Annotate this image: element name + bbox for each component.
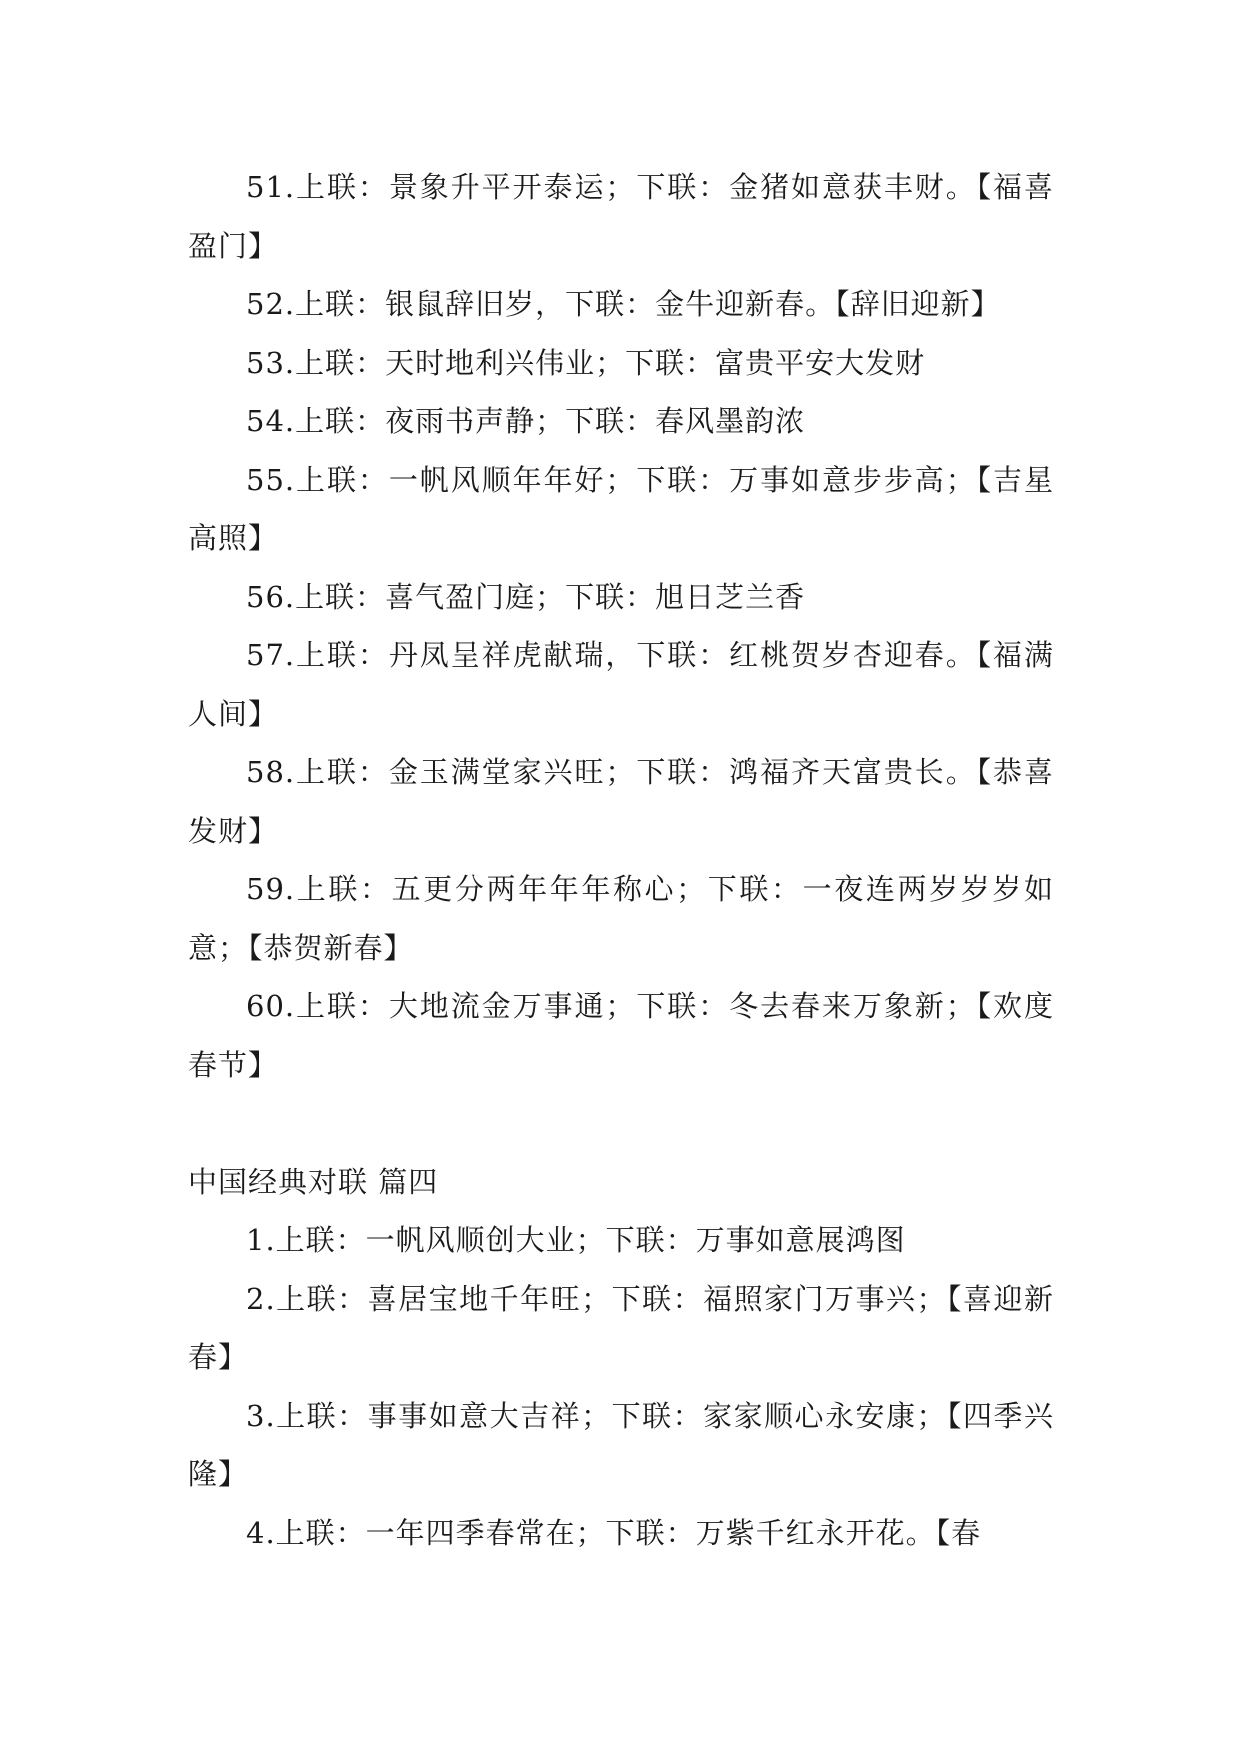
couplet-item-58: 58.上联：金玉满堂家兴旺；下联：鸿福齐天富贵长。【恭喜发财】: [188, 755, 1054, 848]
couplet-item-1: 1.上联：一帆风顺创大业；下联：万事如意展鸿图: [246, 1223, 906, 1257]
couplet-item-53: 53.上联：天时地利兴伟业；下联：富贵平安大发财: [246, 345, 926, 380]
couplet-item-55: 55.上联：一帆风顺年年好；下联：万事如意步步高；【吉星高照】: [188, 462, 1054, 555]
section-spacer: [188, 1094, 1054, 1153]
couplet-item-54: 54.上联：夜雨书声静；下联：春风墨韵浓: [246, 404, 806, 438]
couplet-item-59: 59.上联：五更分两年年年称心；下联：一夜连两岁岁岁如意；【恭贺新春】: [188, 872, 1054, 965]
section-heading: 中国经典对联 篇四: [188, 1164, 439, 1199]
couplet-item-56: 56.上联：喜气盈门庭；下联：旭日芝兰香: [246, 579, 806, 614]
couplet-item-51: 51.上联：景象升平开泰运；下联：金猪如意获丰财。【福喜盈门】: [188, 170, 1054, 263]
couplet-item-57: 57.上联：丹凤呈祥虎献瑞，下联：红桃贺岁杏迎春。【福满人间】: [188, 638, 1054, 731]
document-body: [188, 158, 1054, 1562]
couplet-item-2: 2.上联：喜居宝地千年旺；下联：福照家门万事兴；【喜迎新春】: [188, 1281, 1054, 1374]
couplet-item-4: 4.上联：一年四季春常在；下联：万紫千红永开花。【春: [246, 1515, 982, 1550]
couplet-item-52: 52.上联：银鼠辞旧岁，下联：金牛迎新春。【辞旧迎新】: [246, 287, 1001, 321]
couplet-item-3: 3.上联：事事如意大吉祥；下联：家家顺心永安康；【四季兴隆】: [188, 1398, 1054, 1491]
couplet-item-60: 60.上联：大地流金万事通；下联：冬去春来万象新；【欢度春节】: [188, 989, 1054, 1082]
